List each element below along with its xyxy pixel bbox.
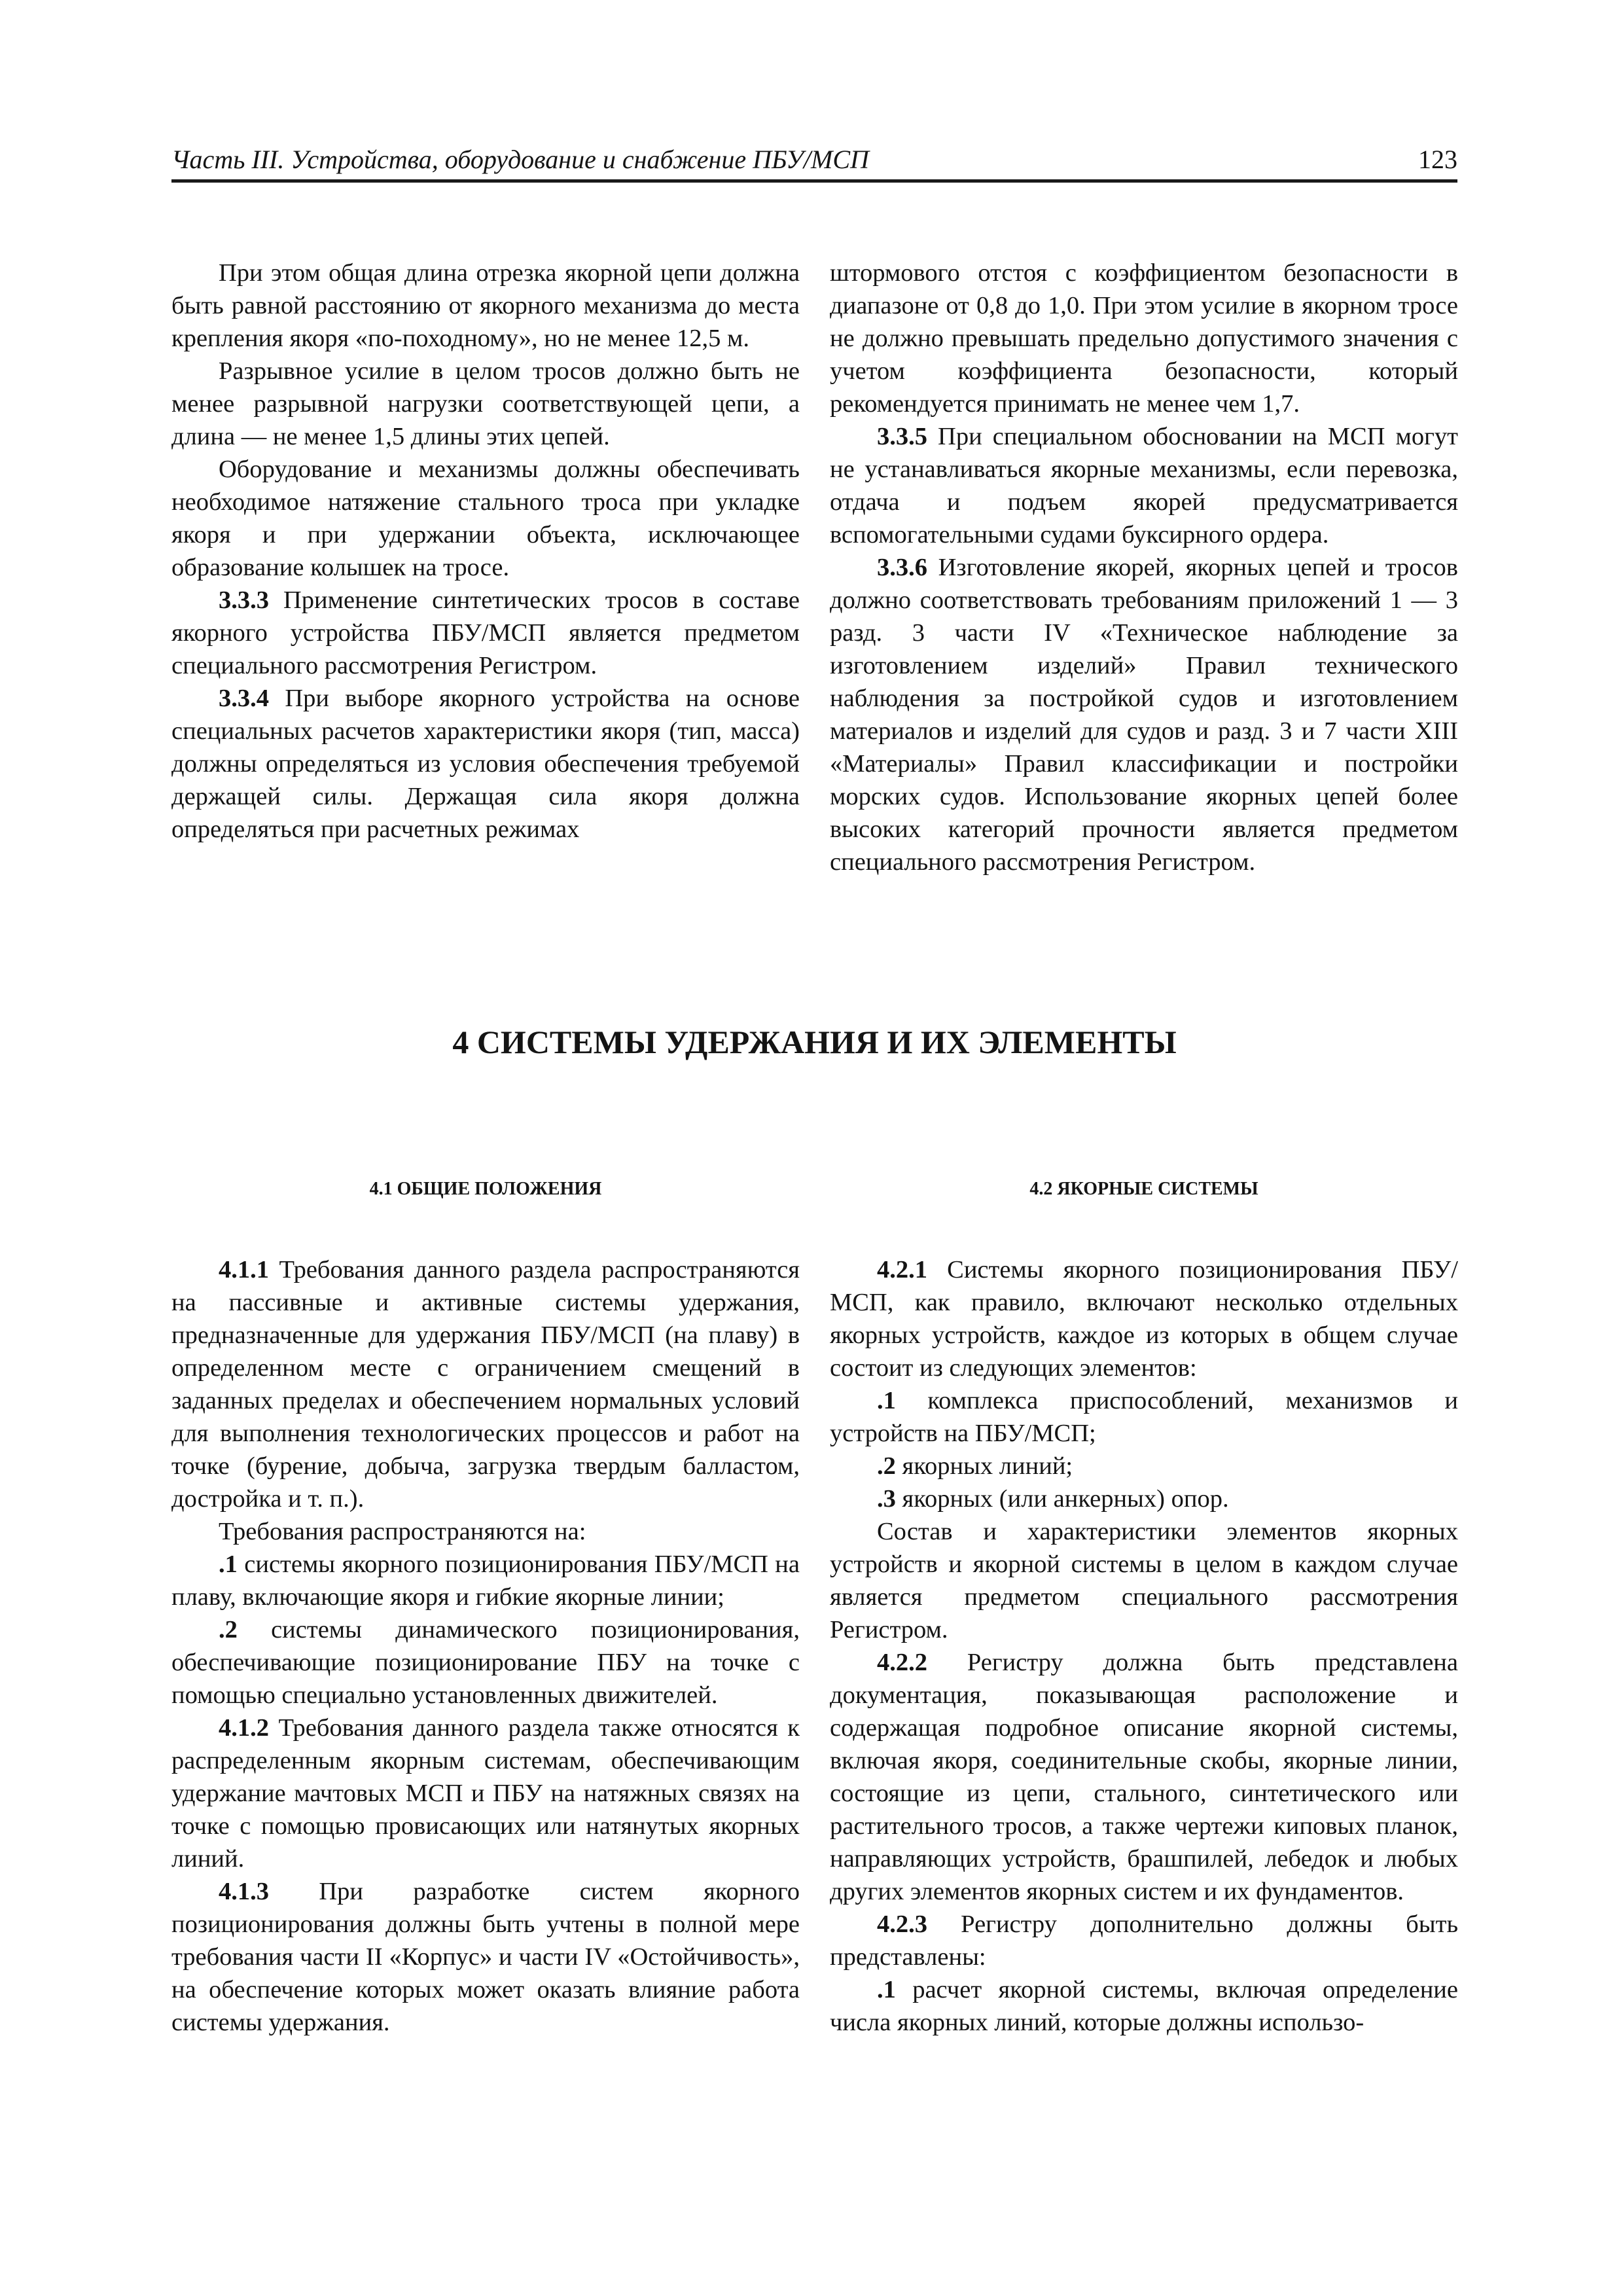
clause-number: .1 <box>877 1976 896 2003</box>
paragraph <box>171 1712 800 1875</box>
paragraph <box>171 584 800 682</box>
section-heading-4-1: 4.1 ОБЩИЕ ПОЛОЖЕНИЯ <box>369 1179 602 1199</box>
paragraph-text: При разработке систем якорного позиционирования должны быть учтены в полной мере требования части II «Корпус» и части IV «Остойчивость», на обеспечение которых может оказать влияние работа системы удержания. <box>171 1878 800 2036</box>
paragraph-text: штормового отстоя с коэффициентом безопасности в диапазоне от 0,8 до 1,0. При этом усилие в якорном тросе не должно превышать предельно допустимого значения с учетом коэффициента безопасности, который рекомендуется принимать не менее чем 1,7. <box>830 259 1458 418</box>
clause-number: 3.3.5 <box>877 423 927 450</box>
paragraph-text: расчет якорной системы, включая определение числа якорных линий, которые должны использо- <box>830 1976 1458 2036</box>
paragraph-text: Изготовление якорей, якорных цепей и тросов должно соответствовать требованиям приложений 1 — 3 разд. 3 части IV «Техническое наблюдение за изготовлением изделий» Правил технического наблюдения за постройкой судов и изготовлением материалов и изделий для судов и разд. 3 и 7 части XIII «Материалы» Правил классификации и постройки морских судов. Использование якорных цепей более высоких категорий прочности является предметом специального рассмотрения Регистром. <box>830 554 1458 876</box>
section-4-1-column <box>171 1253 800 2039</box>
clause-number: .1 <box>219 1551 238 1578</box>
clause-number: 4.1.1 <box>219 1256 269 1283</box>
paragraph-text: Регистру дополнительно должны быть представлены: <box>830 1910 1458 1971</box>
paragraph-text: Состав и характеристики элементов якорных устройств и якорной системы в целом в каждом случае является предметом специального рассмотрения Регистром. <box>830 1518 1458 1643</box>
clause-number: 4.1.2 <box>219 1714 269 1742</box>
paragraph <box>830 1450 1458 1482</box>
paragraph <box>171 1548 800 1613</box>
section-heading-4-2: 4.2 ЯКОРНЫЕ СИСТЕМЫ <box>1029 1179 1258 1199</box>
paragraph <box>830 551 1458 878</box>
paragraph-text: комплекса приспособлений, механизмов и устройств на ПБУ/МСП; <box>830 1387 1458 1447</box>
paragraph <box>171 355 800 453</box>
top-right-column <box>830 257 1458 878</box>
paragraph-text: системы динамического позиционирования, обеспечивающие позиционирование ПБУ на точке с помощью специально установленных движителей. <box>171 1616 800 1709</box>
paragraph-text: Требования данного раздела также относятся к распределенным якорным системам, обеспечивающим удержание мачтовых МСП и ПБУ на натяжных связях на точке с помощью провисающих или натянутых якорных линий. <box>171 1714 800 1873</box>
clause-number: 3.3.3 <box>219 586 269 614</box>
paragraph <box>171 1253 800 1515</box>
paragraph <box>171 1613 800 1712</box>
clause-number: .3 <box>877 1485 896 1513</box>
clause-number: 3.3.6 <box>877 554 927 581</box>
clause-number: 3.3.4 <box>219 685 269 712</box>
top-left-column <box>171 257 800 846</box>
paragraph <box>171 257 800 355</box>
paragraph <box>830 1515 1458 1646</box>
paragraph <box>830 1384 1458 1450</box>
page-number: 123 <box>1418 145 1457 174</box>
paragraph-text: При выборе якорного устройства на основе специальных расчетов характеристики якоря (тип, масса) должны определяться из условия обеспечения требуемой держащей силы. Держащая сила якоря должна определяться при расчетных режимах <box>171 685 800 843</box>
paragraph-text: Разрывное усилие в целом тросов должно быть не менее разрывной нагрузки соответствующей цепи, а длина — не менее 1,5 длины этих цепей. <box>171 357 800 450</box>
paragraph-text: системы якорного позиционирования ПБУ/МСП на плаву, включающие якоря и гибкие якорные линии; <box>171 1551 800 1611</box>
paragraph-text: При специальном обосновании на МСП могут не устанавливаться якорные механизмы, если перевозка, отдача и подъем якорей предусматривается вспомогательными судами буксирного ордера. <box>830 423 1458 548</box>
chapter-title: 4 СИСТЕМЫ УДЕРЖАНИЯ И ИХ ЭЛЕМЕНТЫ <box>452 1024 1177 1060</box>
paragraph-text: При этом общая длина отрезка якорной цепи должна быть равной расстоянию от якорного механизма до места крепления якоря «по-походному», но не менее 12,5 м. <box>171 259 800 352</box>
section-4-2-column <box>830 1253 1458 2039</box>
clause-number: 4.2.3 <box>877 1910 927 1938</box>
paragraph-text: Системы якорного позиционирования ПБУ/МСП, как правило, включают несколько отдельных якорных устройств, каждое из которых в общем случае состоит из следующих элементов: <box>830 1256 1458 1382</box>
clause-number: 4.1.3 <box>219 1878 269 1905</box>
paragraph <box>171 1875 800 2039</box>
paragraph <box>830 1973 1458 2039</box>
paragraph-text: Применение синтетических тросов в составе якорного устройства ПБУ/МСП является предметом специального рассмотрения Регистром. <box>171 586 800 679</box>
clause-number: 4.2.1 <box>877 1256 927 1283</box>
paragraph <box>830 420 1458 551</box>
paragraph <box>171 1515 800 1548</box>
paragraph-text: якорных линий; <box>895 1452 1073 1480</box>
paragraph <box>171 682 800 846</box>
clause-number: 4.2.2 <box>877 1649 927 1676</box>
paragraph-text: якорных (или анкерных) опор. <box>895 1485 1229 1513</box>
paragraph <box>830 257 1458 420</box>
paragraph <box>830 1646 1458 1908</box>
paragraph-text: Регистру должна быть представлена документация, показывающая расположение и содержащая подробное описание якорной системы, включая якоря, соединительные скобы, якорные линии, состоящие из цепи, стального, синтетического или растительного тросов, а также чертежи киповых планок, направляющих устройств, брашпилей, лебедок и любых других элементов якорных систем и их фундаментов. <box>830 1649 1458 1905</box>
clause-number: .1 <box>877 1387 896 1414</box>
clause-number: .2 <box>219 1616 238 1643</box>
clause-number: .2 <box>877 1452 896 1480</box>
paragraph <box>830 1908 1458 1973</box>
paragraph <box>830 1253 1458 1384</box>
paragraph <box>830 1482 1458 1515</box>
paragraph-text: Требования распространяются на: <box>219 1518 586 1545</box>
running-header <box>171 140 1457 183</box>
paragraph <box>171 453 800 584</box>
paragraph-text: Требования данного раздела распространяются на пассивные и активные системы удержания, предназначенные для удержания ПБУ/МСП (на плаву) в определенном месте с ограничением смещений в заданных пределах и обеспечением нормальных условий для выполнения технологических процессов и работ на точке (бурение, добыча, загрузка твердым балластом, достройка и т. п.). <box>171 1256 800 1513</box>
paragraph-text: Оборудование и механизмы должны обеспечивать необходимое натяжение стального троса при укладке якоря и при удержании объекта, исключающее образование колышек на тросе. <box>171 456 800 581</box>
running-header-title: Часть III. Устройства, оборудование и снабжение ПБУ/МСП <box>171 145 869 174</box>
